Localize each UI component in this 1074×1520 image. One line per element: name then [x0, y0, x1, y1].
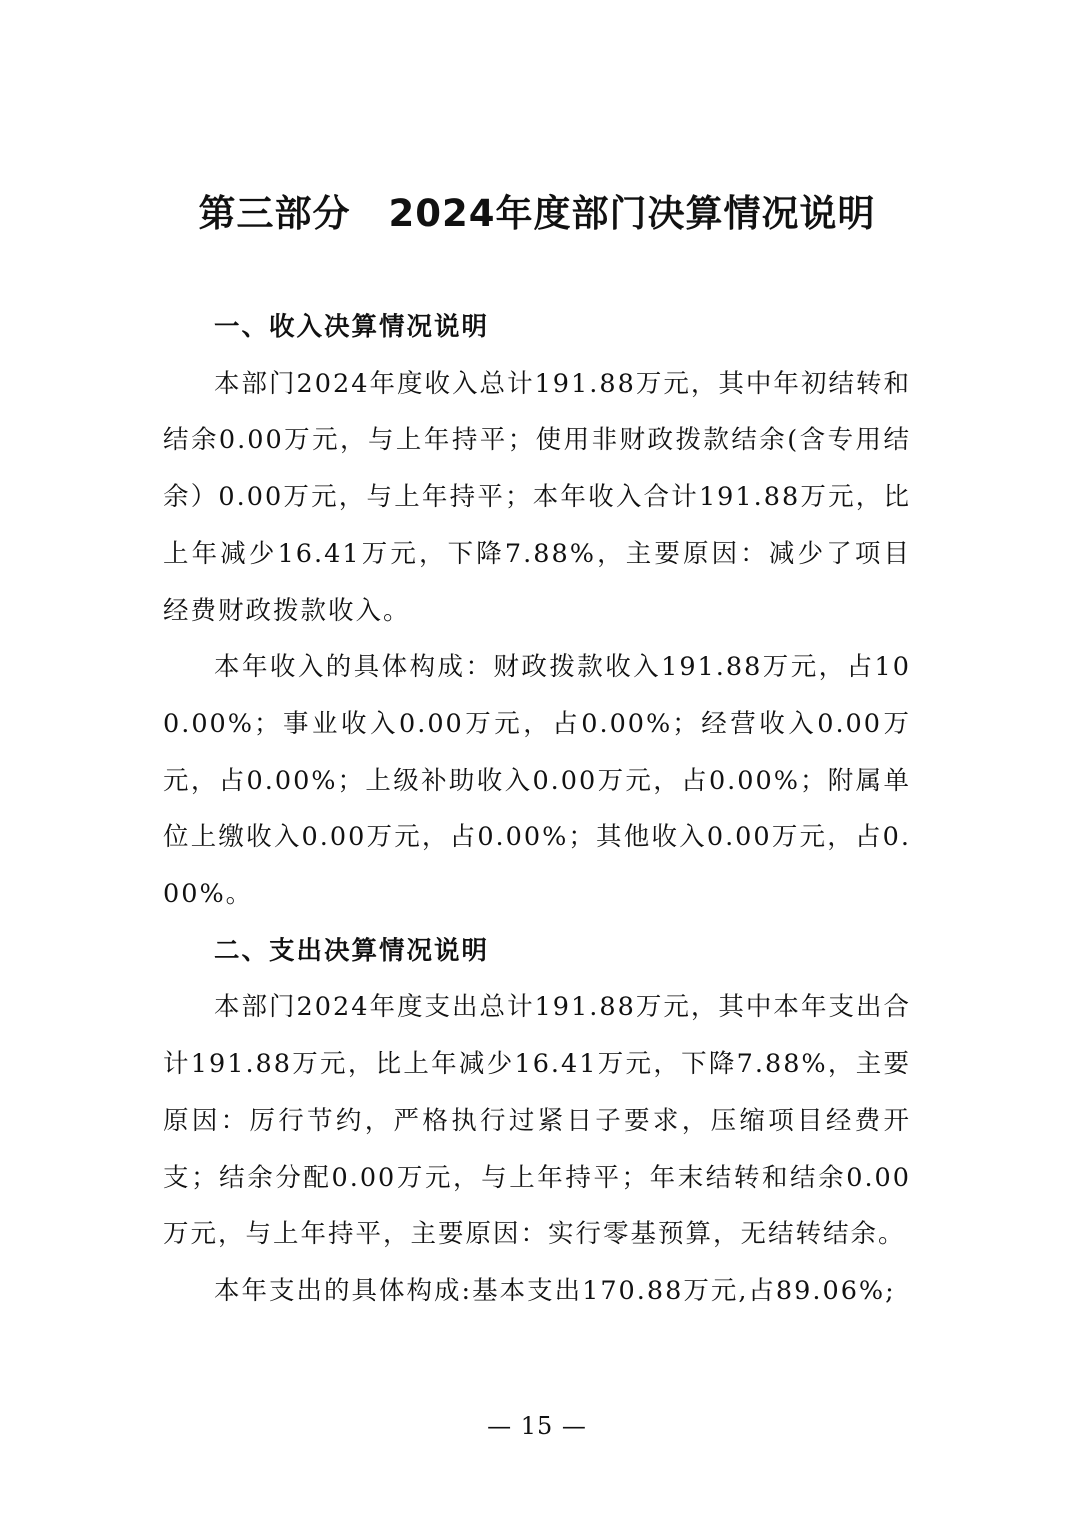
page-title: 第三部分 2024年度部门决算情况说明: [198, 192, 876, 235]
expenditure-summary-paragraph: 本部门2024年度支出总计191.88万元，其中本年支出合计191.88万元，比上年减少16.41万元，下降7.88%，主要原因：厉行节约，严格执行过紧日子要求，压缩项目经费开支；结余分配0.00万元，与上年持平；年末结转和结余0.00万元，与上年持平，主要原因：实行零基预算，无结转结余。: [163, 992, 911, 1250]
page-number: — 15 —: [487, 1412, 587, 1440]
income-composition-paragraph: 本年收入的具体构成：财政拨款收入191.88万元，占100.00%；事业收入0.00万元，占0.00%；经营收入0.00万元，占0.00%；上级补助收入0.00万元，占0.00%；附属单位上缴收入0.00万元，占0.00%；其他收入0.00万元，占0.00%。: [163, 652, 911, 910]
section-heading-expenditure: 二、支出决算情况说明: [214, 935, 490, 966]
income-summary-paragraph: 本部门2024年度收入总计191.88万元，其中年初结转和结余0.00万元，与上年持平；使用非财政拨款结余(含专用结余）0.00万元，与上年持平；本年收入合计191.88万元，比上年减少16.41万元，下降7.88%，主要原因：减少了项目经费财政拨款收入。: [163, 368, 911, 626]
expenditure-composition-paragraph: 本年支出的具体构成:基本支出170.88万元,占89.06%;: [214, 1275, 896, 1306]
document-body: [163, 299, 911, 1320]
section-heading-income: 一、收入决算情况说明: [214, 312, 490, 342]
